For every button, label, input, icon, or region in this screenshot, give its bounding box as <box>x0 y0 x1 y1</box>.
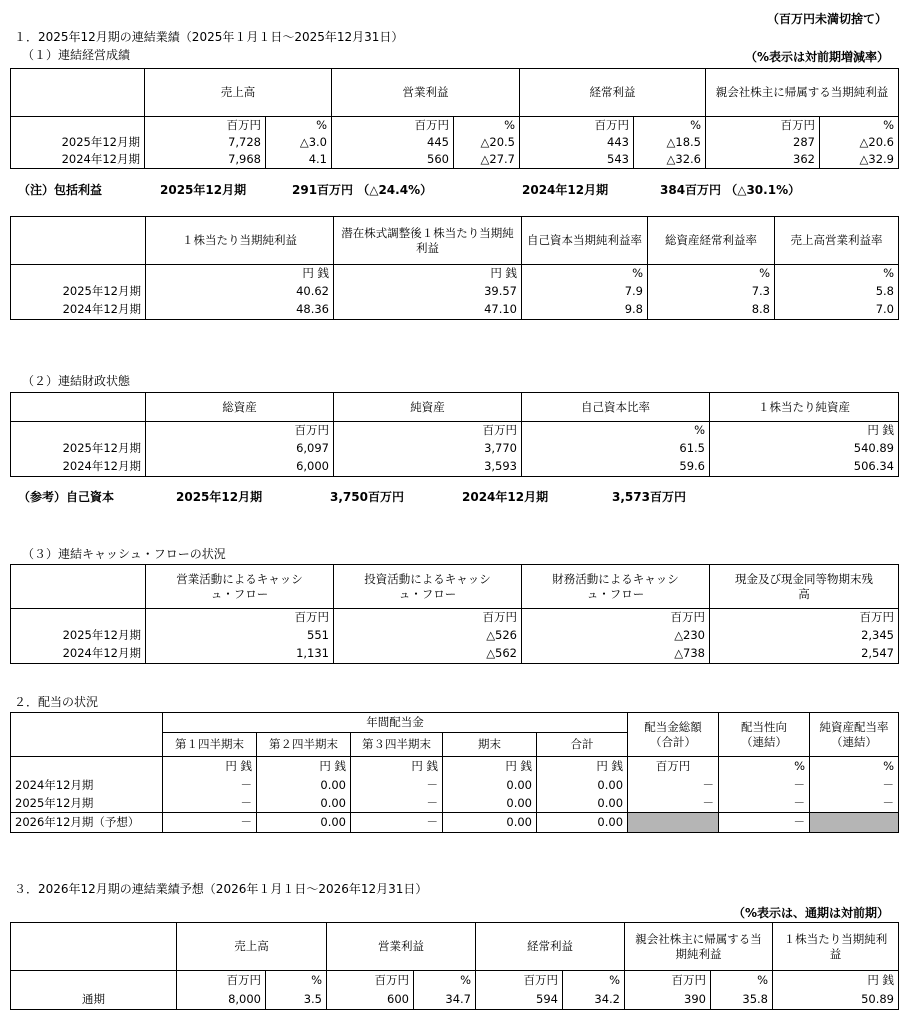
header-eps: １株当たり当期純利益 <box>146 217 334 265</box>
unit-cell: 円 銭 <box>710 422 899 440</box>
value-cell: 35.8 <box>711 990 773 1010</box>
value-cell: － <box>163 777 257 795</box>
unit-cell: 円 銭 <box>773 971 899 990</box>
header-q2: 第２四半期末 <box>257 733 351 757</box>
header-sales: 売上高 <box>145 69 332 117</box>
value-cell: 390 <box>625 990 711 1010</box>
unit-cell: 百万円 <box>332 117 454 134</box>
unit-cell: 百万円 <box>146 422 334 440</box>
value-cell: － <box>810 795 899 813</box>
op-results-table <box>10 68 899 169</box>
value-cell: 362 <box>706 151 820 169</box>
value-cell: 61.5 <box>522 440 710 458</box>
value-cell: 48.36 <box>146 301 334 320</box>
table-row <box>11 440 899 458</box>
value-cell: △20.6 <box>820 134 899 151</box>
value-cell: 287 <box>706 134 820 151</box>
forecast-note: （%表示は、通期は対前期） <box>732 906 889 920</box>
value-cell: 59.6 <box>522 458 710 477</box>
value-cell: 551 <box>146 627 334 645</box>
value-cell: 34.7 <box>414 990 476 1010</box>
header-total-assets: 総資産 <box>146 393 334 422</box>
unit-cell: % <box>810 757 899 777</box>
header-eps: １株当たり当期純利益 <box>773 923 899 971</box>
unit-cell: % <box>719 757 810 777</box>
header-roa: 総資産経常利益率 <box>648 217 775 265</box>
value-cell: － <box>628 795 719 813</box>
unit-cell: 百万円 <box>710 609 899 627</box>
value-cell: － <box>163 795 257 813</box>
comprehensive-period-2: 2024年12月期 <box>522 183 609 197</box>
value-cell: 4.1 <box>266 151 332 169</box>
header-total: 合計 <box>537 733 628 757</box>
unit-cell: % <box>414 971 476 990</box>
unit-cell: % <box>648 265 775 283</box>
row-label: 2025年12月期 <box>11 283 146 301</box>
header-operating-income: 営業利益 <box>327 923 476 971</box>
value-cell: － <box>628 777 719 795</box>
shaded-cell <box>628 813 719 833</box>
equity-period-1: 2025年12月期 <box>176 490 263 504</box>
row-label: 2024年12月期 <box>11 301 146 320</box>
comprehensive-value-2: 384百万円 （△30.1%） <box>660 183 801 197</box>
header-financing-cf: 財務活動によるキャッシュ・フロー <box>522 565 710 609</box>
row-label: 2025年12月期 <box>11 627 146 645</box>
table-row <box>11 990 899 1010</box>
financial-position-table <box>10 392 899 477</box>
unit-cell: 円 銭 <box>257 757 351 777</box>
header-diluted-eps: 潜在株式調整後１株当たり当期純利益 <box>334 217 522 265</box>
value-cell: △230 <box>522 627 710 645</box>
value-cell: 0.00 <box>537 777 628 795</box>
value-cell: 8,000 <box>177 990 266 1010</box>
corner-cell <box>11 69 145 117</box>
value-cell: △27.7 <box>454 151 520 169</box>
cashflow-table <box>10 564 899 664</box>
table-row <box>11 301 899 320</box>
unit-cell: % <box>454 117 520 134</box>
value-cell: △738 <box>522 645 710 664</box>
unit-cell: 円 銭 <box>443 757 537 777</box>
row-label: 2025年12月期 <box>11 440 146 458</box>
unit-cell: 百万円 <box>520 117 634 134</box>
value-cell: 0.00 <box>257 795 351 813</box>
value-cell: △526 <box>334 627 522 645</box>
header-total-dividends: 配当金総額（合計） <box>628 713 719 757</box>
value-cell: 5.8 <box>775 283 899 301</box>
header-net-income: 親会社株主に帰属する当期純利益 <box>625 923 773 971</box>
unit-cell: 百万円 <box>706 117 820 134</box>
row-label: 2024年12月期 <box>11 777 163 795</box>
value-cell: 594 <box>476 990 563 1010</box>
header-operating-income: 営業利益 <box>332 69 520 117</box>
value-cell: 3,593 <box>334 458 522 477</box>
value-cell: － <box>719 795 810 813</box>
section3-title: ３．2026年12月期の連結業績予想（2026年１月１日～2026年12月31日） <box>14 882 428 896</box>
unit-cell: 円 銭 <box>163 757 257 777</box>
value-cell: 0.00 <box>443 795 537 813</box>
row-label: 2024年12月期 <box>11 645 146 664</box>
unit-cell: 百万円 <box>476 971 563 990</box>
value-cell: 445 <box>332 134 454 151</box>
sub2-title: （２）連結財政状態 <box>22 374 131 388</box>
unit-note: （百万円未満切捨て） <box>766 12 887 26</box>
comprehensive-label: （注）包括利益 <box>18 183 103 197</box>
unit-cell: % <box>266 971 327 990</box>
value-cell: 2,345 <box>710 627 899 645</box>
value-cell: － <box>810 777 899 795</box>
value-cell: 2,547 <box>710 645 899 664</box>
value-cell: △3.0 <box>266 134 332 151</box>
value-cell: 0.00 <box>257 813 351 833</box>
equity-label: （参考）自己資本 <box>18 490 115 504</box>
section2-title: ２．配当の状況 <box>14 695 99 709</box>
value-cell: 7.0 <box>775 301 899 320</box>
value-cell: 47.10 <box>334 301 522 320</box>
value-cell: － <box>719 813 810 833</box>
unit-cell: 百万円 <box>334 422 522 440</box>
unit-cell: % <box>266 117 332 134</box>
row-label: 2024年12月期 <box>11 151 145 169</box>
unit-cell: 百万円 <box>177 971 266 990</box>
unit-cell: 百万円 <box>146 609 334 627</box>
value-cell: 40.62 <box>146 283 334 301</box>
unit-cell: % <box>522 265 648 283</box>
unit-cell: 円 銭 <box>334 265 522 283</box>
unit-cell: 百万円 <box>628 757 719 777</box>
sub3-title: （３）連結キャッシュ・フローの状況 <box>22 547 226 561</box>
value-cell: △562 <box>334 645 522 664</box>
table-row <box>11 283 899 301</box>
value-cell: 3,770 <box>334 440 522 458</box>
table-row <box>11 134 899 151</box>
dividends-table <box>10 712 899 833</box>
value-cell: 540.89 <box>710 440 899 458</box>
unit-cell: 円 銭 <box>146 265 334 283</box>
header-investing-cf: 投資活動によるキャッシュ・フロー <box>334 565 522 609</box>
equity-value-2: 3,573百万円 <box>612 490 686 504</box>
unit-cell: 円 銭 <box>537 757 628 777</box>
header-year-end: 期末 <box>443 733 537 757</box>
row-label: 2025年12月期 <box>11 134 145 151</box>
table-row <box>11 795 899 813</box>
value-cell: 0.00 <box>537 813 628 833</box>
value-cell: 50.89 <box>773 990 899 1010</box>
value-cell: － <box>351 777 443 795</box>
header-equity-ratio: 自己資本比率 <box>522 393 710 422</box>
value-cell: △32.6 <box>634 151 706 169</box>
equity-period-2: 2024年12月期 <box>462 490 549 504</box>
value-cell: － <box>351 795 443 813</box>
value-cell: － <box>351 813 443 833</box>
value-cell: 0.00 <box>537 795 628 813</box>
value-cell: 8.8 <box>648 301 775 320</box>
header-payout-ratio: 配当性向（連結） <box>719 713 810 757</box>
value-cell: 7,968 <box>145 151 266 169</box>
pct-note: （%表示は対前期増減率） <box>744 50 889 64</box>
value-cell: － <box>719 777 810 795</box>
header-q3: 第３四半期末 <box>351 733 443 757</box>
table-row <box>11 151 899 169</box>
unit-cell: % <box>634 117 706 134</box>
table-row <box>11 813 899 833</box>
comprehensive-period-1: 2025年12月期 <box>160 183 247 197</box>
row-label: 2025年12月期 <box>11 795 163 813</box>
value-cell: 0.00 <box>443 777 537 795</box>
value-cell: 7.9 <box>522 283 648 301</box>
value-cell: 7,728 <box>145 134 266 151</box>
unit-cell: 百万円 <box>625 971 711 990</box>
unit-cell: % <box>775 265 899 283</box>
unit-cell: % <box>563 971 625 990</box>
per-share-table <box>10 216 899 320</box>
unit-cell: 百万円 <box>334 609 522 627</box>
value-cell: 543 <box>520 151 634 169</box>
value-cell: 6,000 <box>146 458 334 477</box>
value-cell: 7.3 <box>648 283 775 301</box>
table-row <box>11 458 899 477</box>
value-cell: 6,097 <box>146 440 334 458</box>
table-row <box>11 777 899 795</box>
row-label: 2024年12月期 <box>11 458 146 477</box>
forecast-table <box>10 922 899 1010</box>
unit-cell: 百万円 <box>522 609 710 627</box>
value-cell: 1,131 <box>146 645 334 664</box>
value-cell: △18.5 <box>634 134 706 151</box>
shaded-cell <box>810 813 899 833</box>
value-cell: 0.00 <box>257 777 351 795</box>
header-sales: 売上高 <box>177 923 327 971</box>
row-label: 通期 <box>11 990 177 1010</box>
comprehensive-value-1: 291百万円 （△24.4%） <box>292 183 433 197</box>
value-cell: 506.34 <box>710 458 899 477</box>
header-operating-margin: 売上高営業利益率 <box>775 217 899 265</box>
value-cell: － <box>163 813 257 833</box>
header-bps: １株当たり純資産 <box>710 393 899 422</box>
unit-cell: 百万円 <box>145 117 266 134</box>
header-annual-dividend: 年間配当金 <box>163 713 628 733</box>
unit-cell: 百万円 <box>327 971 414 990</box>
header-net-income: 親会社株主に帰属する当期純利益 <box>706 69 899 117</box>
value-cell: 3.5 <box>266 990 327 1010</box>
value-cell: 9.8 <box>522 301 648 320</box>
equity-value-1: 3,750百万円 <box>330 490 404 504</box>
value-cell: 560 <box>332 151 454 169</box>
value-cell: 34.2 <box>563 990 625 1010</box>
header-roe: 自己資本当期純利益率 <box>522 217 648 265</box>
value-cell: 39.57 <box>334 283 522 301</box>
row-label: 2026年12月期（予想） <box>11 813 163 833</box>
value-cell: △20.5 <box>454 134 520 151</box>
header-doe: 純資産配当率（連結） <box>810 713 899 757</box>
header-cash-balance: 現金及び現金同等物期末残高 <box>710 565 899 609</box>
unit-cell: % <box>522 422 710 440</box>
unit-cell: % <box>820 117 899 134</box>
value-cell: 443 <box>520 134 634 151</box>
header-ordinary-income: 経常利益 <box>476 923 625 971</box>
sub1-title: （１）連結経営成績 <box>22 48 131 62</box>
value-cell: 0.00 <box>443 813 537 833</box>
table-row <box>11 627 899 645</box>
header-q1: 第１四半期末 <box>163 733 257 757</box>
unit-cell: 円 銭 <box>351 757 443 777</box>
section1-title: １．2025年12月期の連結業績（2025年１月１日～2025年12月31日） <box>14 30 404 44</box>
header-ordinary-income: 経常利益 <box>520 69 706 117</box>
header-operating-cf: 営業活動によるキャッシュ・フロー <box>146 565 334 609</box>
unit-cell: % <box>711 971 773 990</box>
header-net-assets: 純資産 <box>334 393 522 422</box>
table-row <box>11 645 899 664</box>
value-cell: 600 <box>327 990 414 1010</box>
value-cell: △32.9 <box>820 151 899 169</box>
